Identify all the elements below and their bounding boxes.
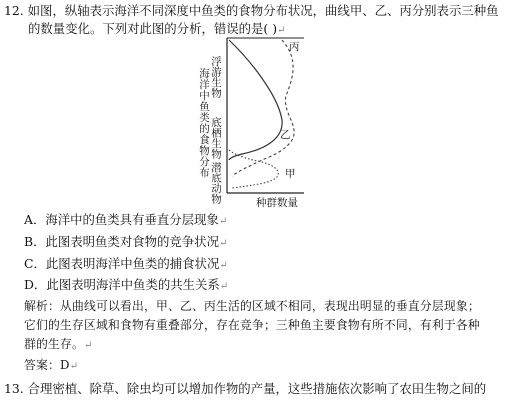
option-d-text: D．此图表明海洋中鱼类的共生关系 bbox=[24, 277, 220, 292]
analysis-text-3: 群的生存。 bbox=[24, 337, 84, 351]
option-a[interactable] bbox=[24, 211, 227, 230]
question-text: 如图，纵轴表示海洋不同深度中鱼类的食物分布状况，曲线甲、乙、丙分别表示三种鱼 bbox=[27, 3, 499, 18]
return-mark: ↵ bbox=[219, 260, 228, 271]
label-yi: 乙 bbox=[280, 129, 291, 141]
question-13-text: 合理密植、除草、除虫均可以增加作物的产量，这些措施依次影响了农田生物之间的 bbox=[27, 381, 487, 396]
return-mark: ↵ bbox=[84, 340, 93, 351]
analysis-text-2: 它们的生存区域和食物有重叠部分，存在竞争；三种鱼主要食物有所不同，有利于各种 bbox=[24, 318, 480, 332]
option-d[interactable] bbox=[24, 276, 228, 295]
x-axis-label: 种群数量 bbox=[256, 197, 298, 209]
analysis-line-2 bbox=[24, 317, 480, 334]
return-mark: ↵ bbox=[218, 238, 228, 249]
label-jia: 甲 bbox=[285, 168, 296, 180]
return-mark: ↵ bbox=[69, 361, 79, 372]
question-13-number: 13. bbox=[4, 381, 24, 396]
curve-yi bbox=[229, 40, 282, 160]
question-text-cont: 的数量变化。下列对此图的分析，错误的是( ) bbox=[28, 21, 278, 36]
zone-label-burrowing: 潜底动物 bbox=[210, 162, 222, 204]
y-axis-label: 海洋中鱼类的食物分布 bbox=[198, 68, 210, 178]
option-c-text: C．此图表明海洋中鱼类的捕食状况 bbox=[24, 256, 220, 271]
label-bing: 丙 bbox=[289, 41, 300, 53]
zone-label-benthic: 底栖生物 bbox=[210, 117, 222, 159]
answer bbox=[24, 357, 78, 375]
question-13-line-1 bbox=[4, 380, 486, 397]
option-b[interactable] bbox=[24, 233, 227, 252]
zone-label-plankton: 浮游生物 bbox=[210, 56, 222, 98]
return-mark: ↵ bbox=[219, 281, 229, 292]
answer-text: 答案：D bbox=[24, 358, 70, 372]
return-mark: ↵ bbox=[218, 216, 228, 227]
curve-bing bbox=[232, 40, 294, 176]
option-b-text: B．此图表明鱼类对食物的竞争状况 bbox=[24, 234, 219, 249]
option-c[interactable] bbox=[24, 255, 228, 274]
option-a-text: A．海洋中的鱼类具有垂直分层现象 bbox=[24, 212, 219, 227]
analysis-text: 解析：从曲线可以看出，甲、乙、丙生活的区域不相同，表现出明显的垂直分层现象； bbox=[24, 299, 480, 313]
analysis-line-1 bbox=[24, 298, 480, 315]
return-mark: ↵ bbox=[277, 25, 286, 36]
analysis-line-3 bbox=[24, 336, 93, 354]
question-number: 12. bbox=[4, 3, 24, 18]
